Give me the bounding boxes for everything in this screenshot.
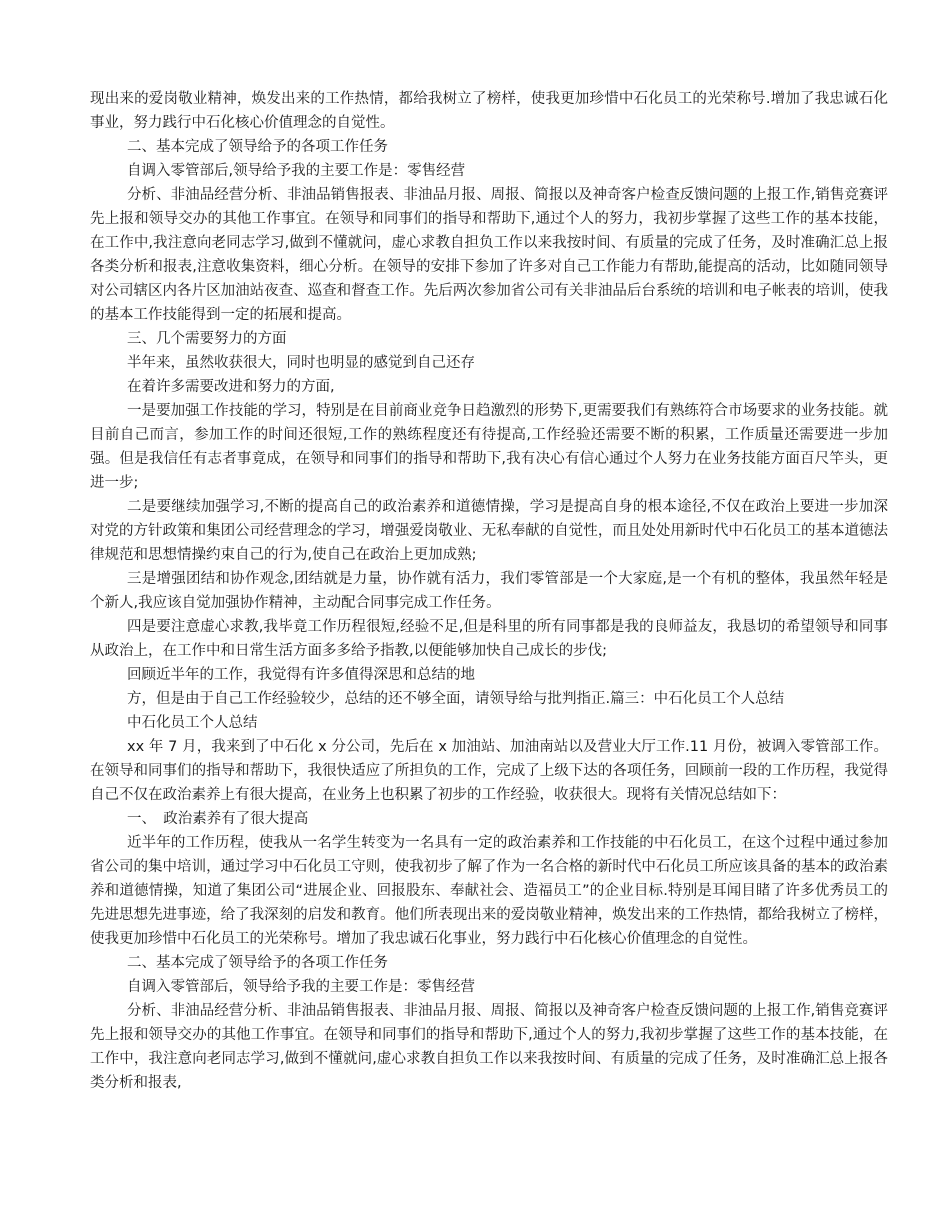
paragraph-7: 在着许多需要改进和努力的方面, <box>127 379 335 395</box>
section-heading-2: 二、基本完成了领导给予的各项工作任务 <box>127 139 388 155</box>
paragraph-8: 一是要加强工作技能的学习，特别是在目前商业竞争日趋激烈的形势下,更需要我们有熟练符合市场要求的业务技能。就目前自己而言，参加工作的时间还很短,工作的熟练程度还有待提高,工作经验还需要不断的积累，工作质量还需要进一步加强。但是我信任有志者事竟成，在领导和同事们的指导和帮助下,我有决心有信心通过个人努力在业务技能方面百尺竿头，更进一步; <box>90 403 888 491</box>
paragraph-10: 三是增强团结和协作观念,团结就是力量，协作就有活力，我们零管部是一个大家庭,是一个有机的整体，我虽然年轻是个新人,我应该自觉加强协作精神，主动配合同事完成工作任务。 <box>90 571 888 611</box>
paragraph-17: 近半年的工作历程，使我从一名学生转变为一名具有一定的政治素养和工作技能的中石化员工，在这个过程中通过参加省公司的集中培训，通过学习中石化员工守则，使我初步了解了作为一名合格的新时代中石化员工所应该具备的基本的政治素养和道德情操，知道了集团公司“进展企业、回报股东、奉献社会、造福员工”的企业目标.特别是耳闻目睹了许多优秀员工的先进思想先进事迹，给了我深刻的启发和教育。他们所表现出来的爱岗敬业精神，焕发出来的工作热情，都给我树立了榜样，使我更加珍惜中石化员工的光荣称号。增加了我忠诚石化事业，努力践行中石化核心价值理念的自觉性。 <box>90 835 888 947</box>
paragraph-15: xx 年 7 月，我来到了中石化 x 分公司，先后在 x 加油站、加油南站以及营业大厅工作.11 月份，被调入零管部工作。在领导和同事们的指导和帮助下，我很快适应了所担负的工作，完成了上级下达的各项任务，回顾前一段的工作历程，我觉得自己不仅在政治素养上有很大提高，在业务上也积累了初步的工作经验，收获很大。现将有关情况总结如下： <box>90 739 888 803</box>
paragraph-3: 自调入零管部后,领导给予我的主要工作是：零售经营 <box>127 163 466 179</box>
paragraph-9: 二是要继续加强学习,不断的提高自己的政治素养和道德情操，学习是提高自身的根本途径,不仅在政治上要进一步加深对党的方针政策和集团公司经营理念的学习，增强爱岗敬业、无私奉献的自觉性，而且处处用新时代中石化员工的基本道德法律规范和思想情操约束自己的行为,使自己在政治上更加成熟; <box>90 499 888 563</box>
document-subtitle: 中石化员工个人总结 <box>127 715 258 731</box>
paragraph-20: 分析、非油品经营分析、非油品销售报表、非油品月报、周报、简报以及神奇客户检查反馈问题的上报工作,销售竞赛评先上报和领导交办的其他工作事宜。在领导和同事们的指导和帮助下,通过个人的努力,我初步掌握了这些工作的基本技能，在工作中，我注意向老同志学习,做到不懂就问,虚心求教自担负工作以来我按时间、有质量的完成了任务，及时准确汇总上报各类分析和报表, <box>90 1003 888 1091</box>
paragraph-1: 现出来的爱岗敬业精神，焕发出来的工作热情，都给我树立了榜样，使我更加珍惜中石化员工的光荣称号.增加了我忠诚石化事业，努力践行中石化核心价值理念的自觉性。 <box>90 91 888 131</box>
paragraph-11: 四是要注意虚心求教,我毕竟工作历程很短,经验不足,但是科里的所有同事都是我的良师益友，我恳切的希望领导和同事从政治上，在工作中和日常生活方面多多给予指教,以便能够加快自己成长的步伐; <box>90 619 888 659</box>
section-heading-3: 三、几个需要努力的方面 <box>127 331 287 347</box>
paragraph-12: 回顾近半年的工作，我觉得有许多值得深思和总结的地 <box>127 667 475 683</box>
section-heading-1: 一、 政治素养有了很大提高 <box>127 811 309 827</box>
paragraph-4: 分析、非油品经营分析、非油品销售报表、非油品月报、周报、简报以及神奇客户检查反馈问题的上报工作,销售竞赛评先上报和领导交办的其他工作事宜。在领导和同事们的指导和帮助下,通过个人的努力，我初步掌握了这些工作的基本技能，在工作中,我注意向老同志学习,做到不懂就问，虚心求教自担负工作以来我按时间、有质量的完成了任务，及时准确汇总上报各类分析和报表,注意收集资料，细心分析。在领导的安排下参加了许多对自己工作能力有帮助,能提高的活动，比如随同领导对公司辖区内各片区加油站夜查、巡查和督查工作。先后两次参加省公司有关非油品后台系统的培训和电子帐表的培训，使我的基本工作技能得到一定的拓展和提高。 <box>90 187 888 323</box>
section-heading-2b: 二、基本完成了领导给予的各项工作任务 <box>127 955 388 971</box>
paragraph-19: 自调入零管部后，领导给予我的主要工作是：零售经营 <box>127 979 475 995</box>
paragraph-6: 半年来，虽然收获很大，同时也明显的感觉到自己还存 <box>127 355 475 371</box>
paragraph-13: 方，但是由于自己工作经验较少，总结的还不够全面，请领导给与批判指正.篇三：中石化员工个人总结 <box>127 691 785 707</box>
